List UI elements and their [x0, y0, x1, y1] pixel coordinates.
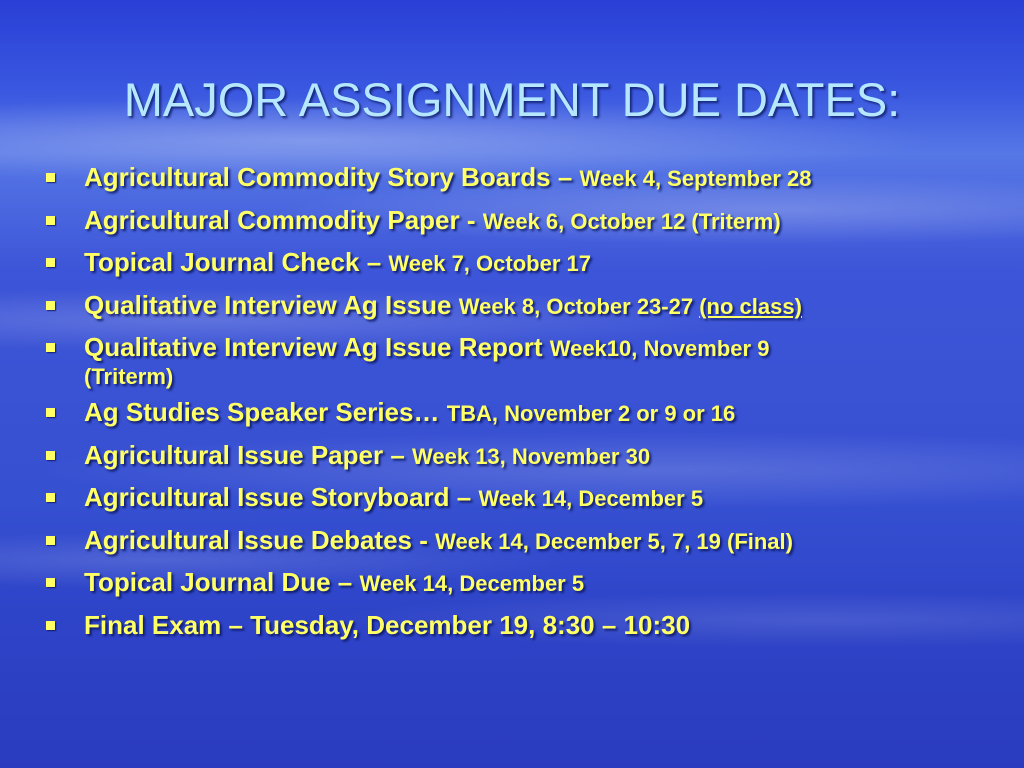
square-bullet-icon — [46, 408, 55, 417]
bullet-main-text: Agricultural Issue Storyboard – — [84, 482, 479, 513]
bullet-detail-text: Week 14, December 5 — [359, 571, 585, 597]
bullet-item — [46, 441, 991, 474]
bullet-detail-text: Week 4, September 28 — [579, 166, 812, 191]
bullet-main-text: Agricultural Issue Debates - — [84, 524, 436, 555]
bullet-item — [46, 526, 991, 559]
bullet-main-text: Final Exam – Tuesday, December 19, 8:30 – 10:30 — [84, 609, 691, 640]
bullet-main-text: Agricultural Commodity Paper - — [84, 204, 483, 235]
bullet-detail-text: TBA, November 2 or 9 or 16 — [446, 400, 736, 426]
bullet-main-text: Agricultural Issue Paper – — [84, 439, 413, 470]
bullet-detail-text: Week 8, October 23-27 — [458, 293, 700, 319]
bullet-item — [46, 291, 991, 324]
no-class-note: (no class) — [699, 293, 802, 319]
bullet-item — [46, 611, 991, 644]
bullet-detail-text: Week 7, October 17 — [388, 251, 591, 277]
bullet-item — [46, 248, 991, 281]
bullet-detail-text: Week 13, November 30 — [412, 443, 651, 469]
bullet-item — [46, 163, 991, 196]
square-bullet-icon — [46, 216, 55, 225]
bullet-detail-text: Week 14, December 5 — [478, 486, 704, 512]
bullet-list — [46, 163, 991, 654]
bullet-wrap-text: (Triterm) — [84, 364, 174, 390]
bullet-detail-text: Week10, November 9 — [549, 336, 770, 362]
square-bullet-icon — [46, 451, 55, 460]
square-bullet-icon — [46, 258, 55, 267]
square-bullet-icon — [46, 173, 55, 182]
bullet-item — [46, 206, 991, 239]
bullet-main-text: Ag Studies Speaker Series… — [84, 396, 447, 427]
bullet-detail-text: Week 14, December 5, 7, 19 (Final) — [435, 528, 793, 554]
bullet-main-text: Topical Journal Check – — [84, 247, 389, 278]
bullet-main-text: Agricultural Commodity Story Boards – — [84, 162, 580, 192]
bullet-main-text: Qualitative Interview Ag Issue Report — [84, 332, 550, 363]
bullet-main-text: Topical Journal Due – — [84, 567, 360, 598]
bullet-main-text: Qualitative Interview Ag Issue — [84, 289, 459, 320]
bullet-item — [46, 568, 991, 601]
bullet-item — [46, 398, 991, 431]
slide-title: MAJOR ASSIGNMENT DUE DATES: — [123, 73, 901, 126]
bullet-detail-text: Week 6, October 12 (Triterm) — [482, 208, 781, 234]
square-bullet-icon — [46, 536, 55, 545]
bullet-item — [46, 483, 991, 516]
bullet-item — [46, 333, 991, 388]
square-bullet-icon — [46, 343, 55, 352]
square-bullet-icon — [46, 578, 55, 587]
square-bullet-icon — [46, 493, 55, 502]
square-bullet-icon — [46, 301, 55, 310]
square-bullet-icon — [46, 621, 55, 630]
